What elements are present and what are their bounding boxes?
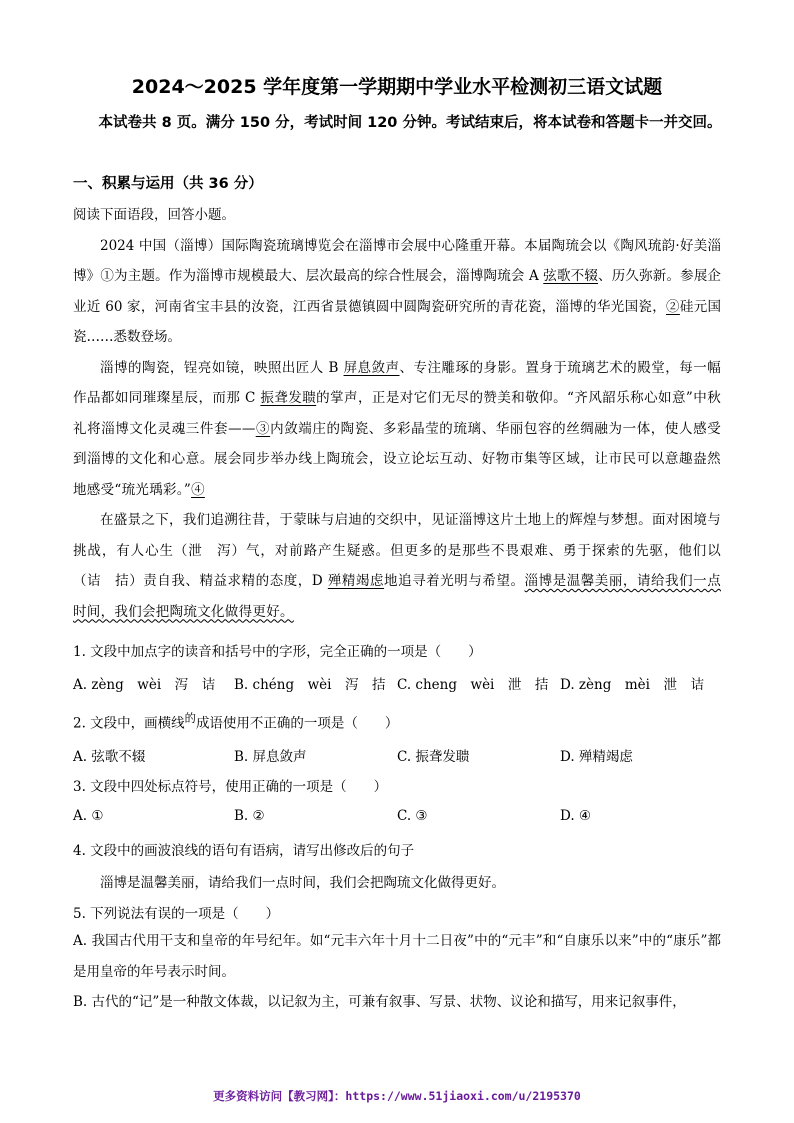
- question-2-stem: [73, 710, 398, 732]
- para2-text-mid2: 的掌声，正是对它们无尽的赞美和敬仰。“齐风韶乐称心如意”中秋礼将淄博文化灵魂三件套——: [73, 390, 721, 437]
- punct-mark-2: ②: [666, 298, 680, 315]
- punct-mark-3: ③: [255, 420, 271, 437]
- q1-option-a[interactable]: A. zèng wèi 泻 诘: [73, 677, 216, 693]
- q2-option-b[interactable]: B. 屏息敛声: [234, 749, 307, 765]
- para1-text-mid: 、历久弥新。参展企业近 60 家，河南省宝丰县的汝瓷，江西省景德镇圆中圆陶瓷研究所的青花瓷，淄博的华光国瓷，: [73, 268, 722, 315]
- footer-link[interactable]: 更多资料访问【教习网】：https://www.51jiaoxi.com/u/2195370: [213, 1089, 581, 1103]
- para3-text: 在盛景之下，我们追溯往昔，于蒙昧与启迪的交织中，见证淄博这片土地上的辉煌与梦想。面对困境与挑战，有人心生（泄 泻）气，对前路产生疑惑。但更多的是那些不畏艰难、勇于探索的先驱，他们以（诘 拮）责自我、精益求精的态度，D: [73, 512, 721, 589]
- q2-option-a[interactable]: A. 弦歌不辍: [73, 749, 146, 765]
- question-3-stem: 3. 文段中四处标点符号，使用正确的一项是（ ）: [73, 779, 388, 795]
- idiom-b: 屏息敛声: [343, 359, 400, 376]
- idiom-d: 殚精竭虑: [327, 573, 385, 589]
- para2-text-mid3: 内敛端庄的陶瓷、多彩晶莹的琉璃、华丽包容的丝绸融为一体，使人感受到淄博的文化和心意。展会同步举办线上陶琉会，设立论坛互动、好物市集等区域，让市民可以意趣盎然地感受“琉光瑀彩。”: [73, 420, 721, 498]
- passage: [73, 200, 721, 627]
- q5-option-a[interactable]: A. 我国古代用干支和皇帝的年号纪年。如“元丰六年十月十二日夜”中的“元丰”和“自康乐以来”中的“康乐”都是用皇帝的年号表示时间。: [73, 933, 721, 980]
- q2-option-d[interactable]: D. 殚精竭虑: [560, 749, 633, 765]
- passage-paragraph-1: [73, 231, 721, 353]
- question-4-stem: 4. 文段中的画波浪线的语句有语病，请写出修改后的句子: [73, 843, 415, 859]
- idiom-c: 振聋发聩: [260, 390, 317, 406]
- wavy-sentence: 淄博是温馨美丽，请给我们一点时间，我们会把陶琉文化做得更好。: [73, 573, 722, 620]
- para1-text: 2024 中国（淄博）国际陶瓷琉璃博览会在淄博市会展中心隆重开幕。本届陶琉会以《陶风琉韵·好美淄博》①为主题。作为淄博市规模最大、层次最高的综合性展会，淄博陶琉会 A: [73, 237, 721, 284]
- passage-paragraph-2: [73, 353, 721, 506]
- para2-text: 淄博的陶瓷，锃亮如镜，映照出匠人 B: [100, 359, 344, 376]
- punct-mark-4: ④: [191, 481, 205, 498]
- q3-option-d[interactable]: D. ④: [560, 808, 592, 824]
- question-5-options: [73, 926, 721, 1018]
- q3-option-a[interactable]: A. ①: [73, 808, 104, 824]
- para2-text-mid1: 、专注雕琢的身影。置身于琉璃艺术的殿堂，每一幅作品都如同璀璨星辰，而那 C: [73, 359, 722, 406]
- para1-text-end: 硅元国瓷……悉数登场。: [73, 298, 722, 345]
- q3-option-b[interactable]: B. ②: [234, 808, 265, 824]
- exam-title: 2024～2025 学年度第一学期期中学业水平检测初三语文试题: [131, 76, 663, 98]
- q3-option-c[interactable]: C. ③: [397, 808, 428, 824]
- question-1-options: [73, 673, 721, 693]
- question-3-options: [73, 808, 721, 824]
- question-4-quote: 淄博是温馨美丽，请给我们一点时间，我们会把陶琉文化做得更好。: [100, 875, 505, 891]
- q2-stem-post: 成语使用不正确的一项是（ ）: [195, 715, 399, 732]
- para3-text-mid: 地追寻着光明与希望。: [384, 573, 525, 589]
- question-2-options: [73, 745, 721, 765]
- q5-option-b[interactable]: B. 古代的“记”是一种散文体裁，以记叙为主，可兼有叙事、写景、状物、议论和描写，用来记叙事件，: [73, 994, 686, 1010]
- q2-option-c[interactable]: C. 振聋发聩: [397, 749, 470, 765]
- reading-instruction: 阅读下面语段，回答小题。: [73, 207, 235, 223]
- q1-option-b[interactable]: B. chéng wèi 泻 拮: [234, 677, 386, 693]
- q2-stem-sup: 的: [184, 712, 196, 725]
- q2-stem-pre: 2. 文段中，画横线: [73, 715, 185, 732]
- q1-option-d[interactable]: D. zèng mèi 泄 诘: [560, 677, 704, 693]
- passage-paragraph-3: [73, 505, 721, 627]
- question-5-stem: 5. 下列说法有误的一项是（ ）: [73, 906, 280, 922]
- section-heading: 一、积累与运用（共 36 分）: [73, 176, 263, 192]
- exam-instructions: 本试卷共 8 页。满分 150 分，考试时间 120 分钟。考试结束后，将本试卷和答题卡一并交回。: [98, 115, 722, 131]
- idiom-a: 弦歌不辍: [543, 268, 599, 284]
- question-1-stem: 1. 文段中加点字的读音和括号中的字形，完全正确的一项是（ ）: [73, 644, 482, 660]
- q1-option-c[interactable]: C. cheng wèi 泄 拮: [397, 677, 549, 693]
